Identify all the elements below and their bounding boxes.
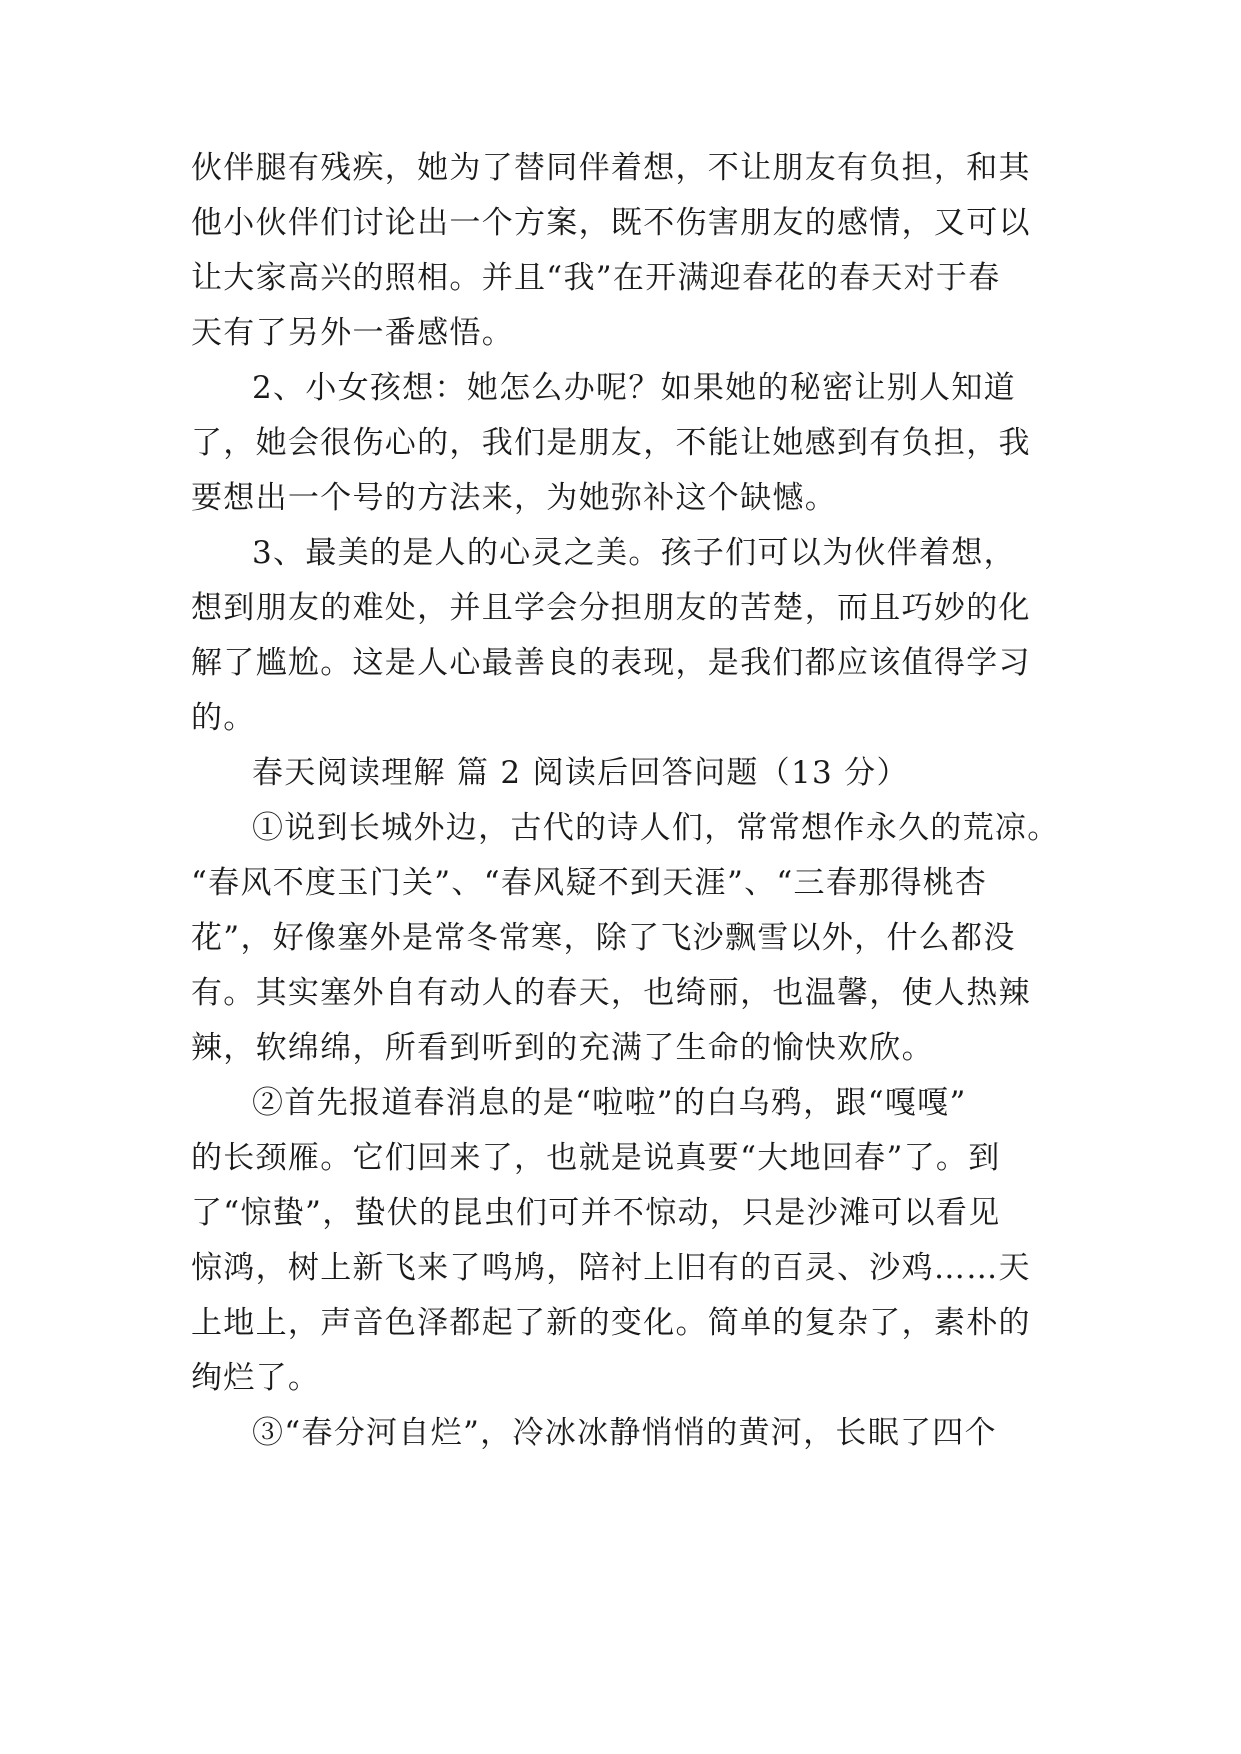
text-line: 有。其实塞外自有动人的春天，也绮丽，也温馨，使人热辣 [191,975,1031,1011]
text-line: 的。 [191,700,256,736]
text-line: 了，她会很伤心的，我们是朋友，不能让她感到有负担，我 [191,425,1031,461]
text-line: 了“惊蛰”，蛰伏的昆虫们可并不惊动，只是沙滩可以看见 [191,1195,1001,1231]
text-line: 惊鸿，树上新飞来了鸣鸠，陪衬上旧有的百灵、沙鸡……天 [191,1250,1031,1286]
section-heading: 春天阅读理解 篇 2 阅读后回答问题（13 分） [252,755,909,791]
text-line: 解了尴尬。这是人心最善良的表现，是我们都应该值得学习 [191,645,1031,681]
text-line: 花”，好像塞外是常冬常寒，除了飞沙飘雪以外，什么都没 [191,920,1016,956]
text-line: 3、最美的是人的心灵之美。孩子们可以为伙伴着想， [252,535,1016,571]
text-line: ②首先报道春消息的是“啦啦”的白乌鸦，跟“嘎嘎” [252,1085,967,1121]
text-line: 上地上，声音色泽都起了新的变化。简单的复杂了，素朴的 [191,1305,1031,1341]
text-line: 2、小女孩想：她怎么办呢？如果她的秘密让别人知道 [252,370,1016,406]
text-line: 想到朋友的难处，并且学会分担朋友的苦楚，而且巧妙的化 [191,590,1031,626]
text-line: 要想出一个号的方法来，为她弥补这个缺憾。 [191,480,837,516]
text-line: 的长颈雁。它们回来了，也就是说真要“大地回春”了。到 [191,1140,1001,1176]
text-line: 伙伴腿有残疾，她为了替同伴着想，不让朋友有负担，和其 [191,150,1031,186]
text-line: 天有了另外一番感悟。 [191,315,514,351]
text-line: ③“春分河自烂”，冷冰冰静悄悄的黄河，长眠了四个 [252,1415,997,1451]
text-line: 他小伙伴们讨论出一个方案，既不伤害朋友的感情，又可以 [191,205,1031,241]
text-line: 辣，软绵绵，所看到听到的充满了生命的愉快欢欣。 [191,1030,934,1066]
text-line: ①说到长城外边，古代的诗人们，常常想作永久的荒凉。 [252,810,1060,846]
text-line: 让大家高兴的照相。并且“我”在开满迎春花的春天对于春 [191,260,1001,296]
text-line: 绚烂了。 [191,1360,321,1396]
text-line: “春风不度玉门关”、“春风疑不到天涯”、“三春那得桃杏 [191,865,988,901]
